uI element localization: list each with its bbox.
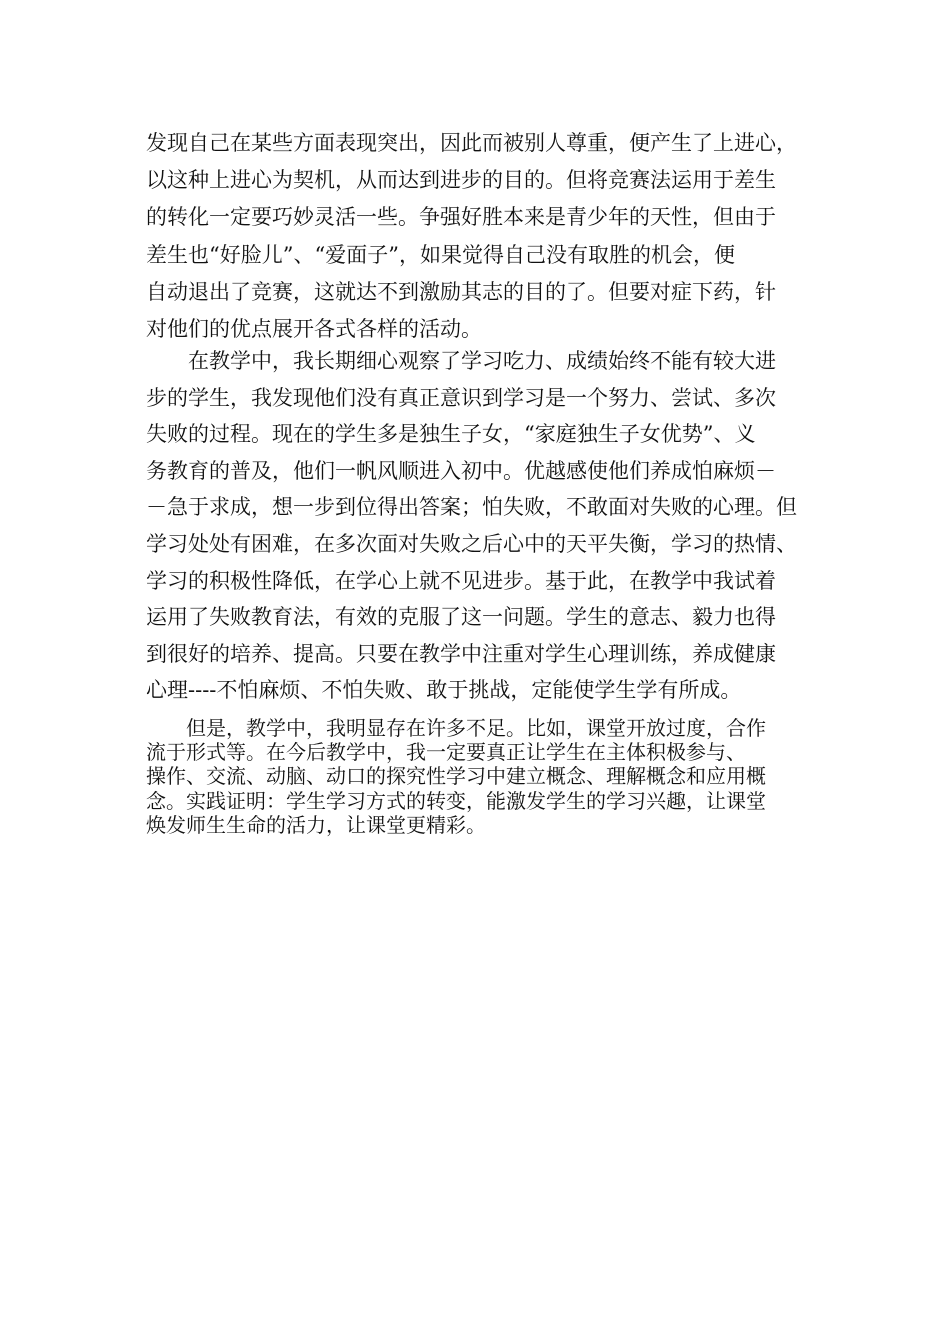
- paragraph-line: 流于形式等。在今后教学中，我一定要真正让学生在主体积极参与、: [146, 740, 746, 765]
- paragraph-line: 焕发师生生命的活力，让课堂更精彩。: [146, 812, 486, 837]
- paragraph-line: 心理----不怕麻烦、不怕失败、敢于挑战，定能使学生学有所成。: [146, 678, 742, 703]
- paragraph-line: 的转化一定要巧妙灵活一些。争强好胜本来是青少年的天性，但由于: [146, 205, 776, 230]
- paragraph-line: 对他们的优点展开各式各样的活动。: [146, 316, 482, 341]
- paragraph-line: 失败的过程。现在的学生多是独生子女，“家庭独生子女优势”、义: [146, 422, 756, 447]
- paragraph-line: 学习处处有困难，在多次面对失败之后心中的天平失衡，学习的热情、: [146, 531, 797, 556]
- paragraph-3: [146, 716, 814, 837]
- paragraph-line: 念。实践证明：学生学习方式的转变，能激发学生的学习兴趣，让课堂: [146, 788, 766, 813]
- paragraph-line: 到很好的培养、提高。只要在教学中注重对学生心理训练，养成健康: [146, 641, 776, 666]
- paragraph-1: [146, 125, 814, 348]
- paragraph-line: 务教育的普及，他们一帆风顺进入初中。优越感使他们养成怕麻烦－: [146, 458, 776, 483]
- paragraph-2: [146, 343, 814, 709]
- paragraph-line: 运用了失败教育法，有效的克服了这一问题。学生的意志、毅力也得: [146, 605, 776, 630]
- paragraph-line: 学习的积极性降低，在学心上就不见进步。基于此，在教学中我试着: [146, 568, 776, 593]
- paragraph-line: 以这种上进心为契机，从而达到进步的目的。但将竞赛法运用于差生: [146, 168, 776, 193]
- paragraph-line: 差生也“好脸儿”、“爱面子”，如果觉得自己没有取胜的机会，便: [146, 242, 735, 267]
- paragraph-line: 但是，教学中，我明显存在许多不足。比如，课堂开放过度，合作: [146, 716, 766, 740]
- paragraph-line: 在教学中，我长期细心观察了学习吃力、成绩始终不能有较大进: [146, 349, 776, 373]
- paragraph-line: 操作、交流、动脑、动口的探究性学习中建立概念、理解概念和应用概: [146, 764, 766, 789]
- paragraph-line: 自动退出了竞赛，这就达不到激励其志的目的了。但要对症下药，针: [146, 279, 776, 304]
- paragraph-line: 步的学生，我发现他们没有真正意识到学习是一个努力、尝试、多次: [146, 385, 776, 410]
- paragraph-line: －急于求成，想一步到位得出答案；怕失败，不敢面对失败的心理。但: [146, 495, 797, 520]
- paragraph-line: 发现自己在某些方面表现突出，因此而被别人尊重，便产生了上进心，: [146, 131, 797, 155]
